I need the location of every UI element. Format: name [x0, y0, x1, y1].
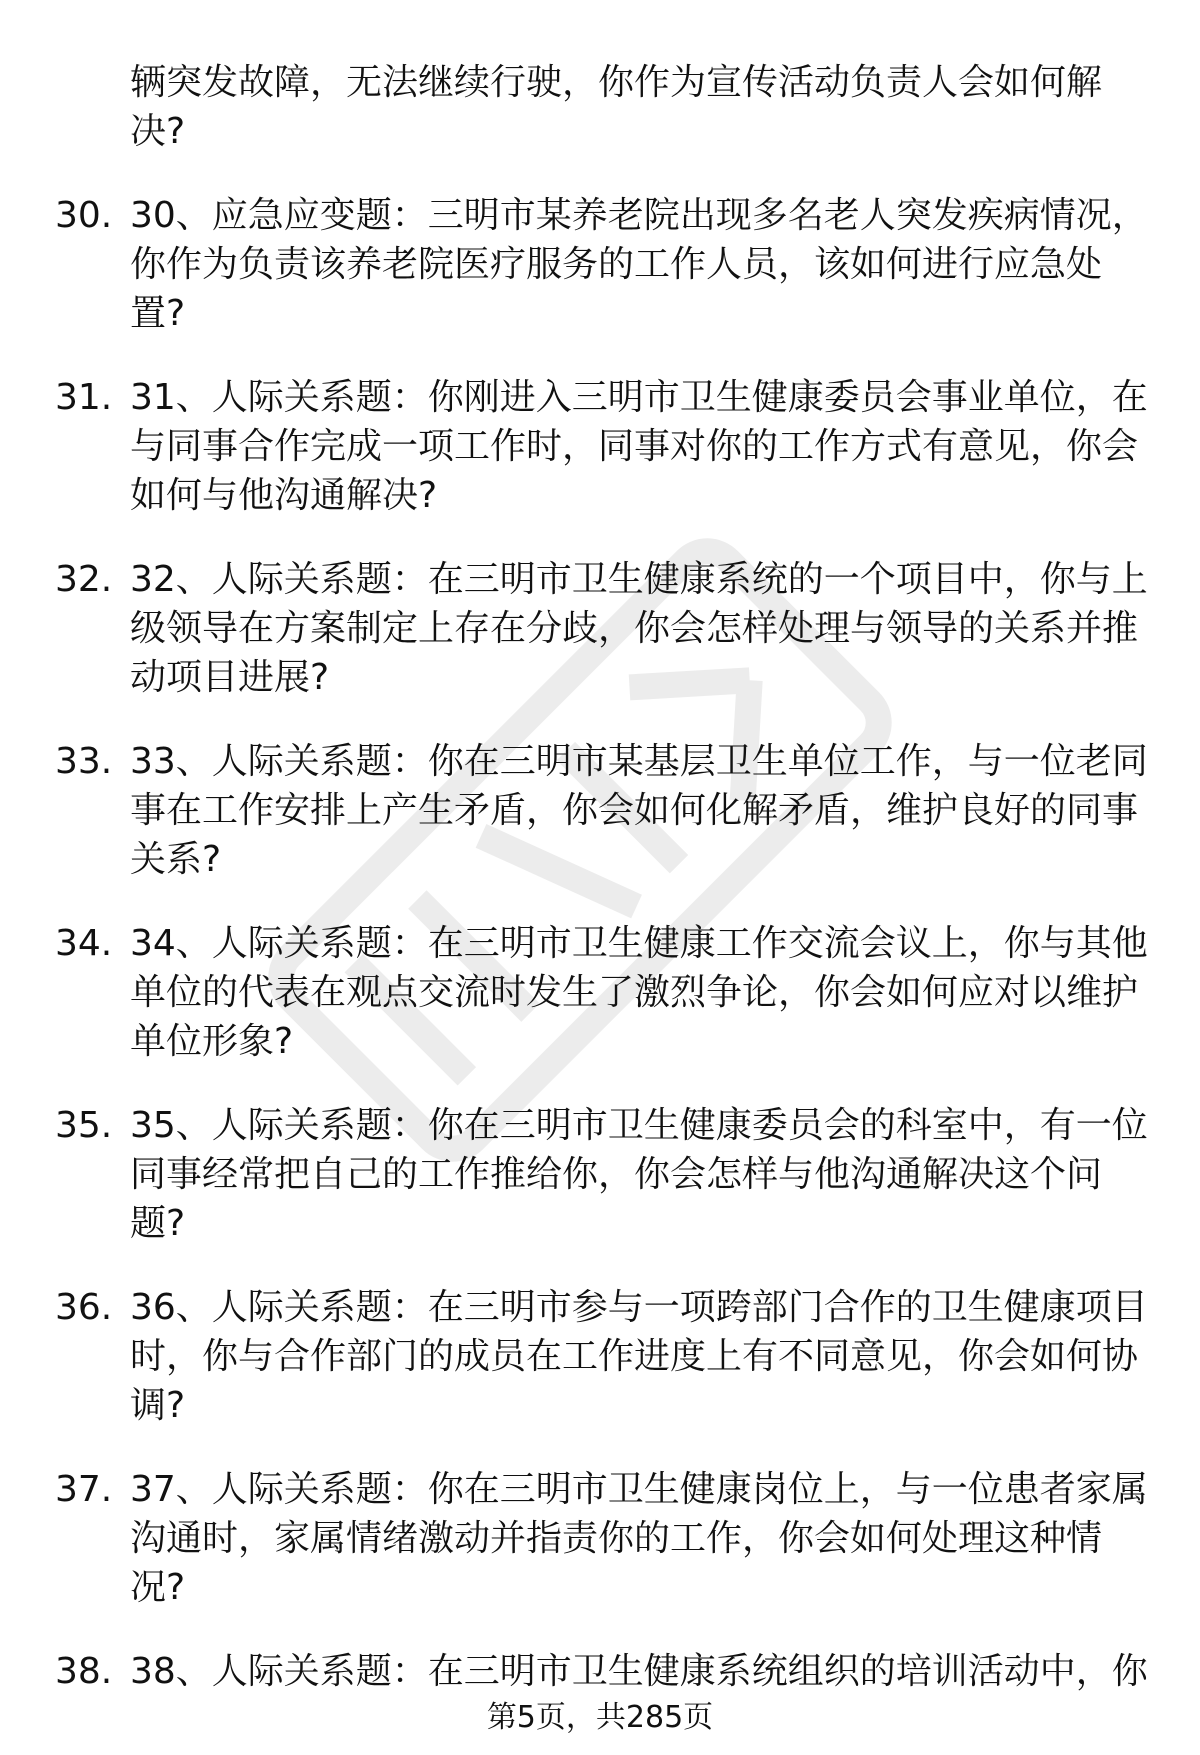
page-footer: 第5页，共285页: [486, 1700, 714, 1735]
item-text: 36、人际关系题：在三明市参与一项跨部门合作的卫生健康项目时，你与合作部门的成员在工作进度上有不同意见，你会如何协调?: [130, 1287, 1148, 1426]
item-number: 38.: [55, 1651, 113, 1692]
item-text: 34、人际关系题：在三明市卫生健康工作交流会议上，你与其他单位的代表在观点交流时发生了激烈争论，你会如何应对以维护单位形象?: [130, 923, 1148, 1062]
list-item: [0, 1465, 1150, 1612]
item-text: 37、人际关系题：你在三明市卫生健康岗位上，与一位患者家属沟通时，家属情绪激动并指责你的工作，你会如何处理这种情况?: [130, 1469, 1148, 1608]
list-item: [0, 191, 1150, 338]
item-number: 32.: [55, 559, 113, 600]
item-text: 38、人际关系题：在三明市卫生健康系统组织的培训活动中，你: [130, 1651, 1148, 1692]
item-text: 35、人际关系题：你在三明市卫生健康委员会的科室中，有一位同事经常把自己的工作推给你，你会怎样与他沟通解决这个问题?: [130, 1105, 1148, 1244]
item-number: 37.: [55, 1469, 113, 1510]
item-text: 30、应急应变题：三明市某养老院出现多名老人突发疾病情况，你作为负责该养老院医疗服务的工作人员，该如何进行应急处置?: [130, 195, 1148, 334]
item-text: 31、人际关系题：你刚进入三明市卫生健康委员会事业单位，在与同事合作完成一项工作时，同事对你的工作方式有意见，你会如何与他沟通解决?: [130, 377, 1148, 516]
list-item: [0, 1101, 1150, 1248]
question-list: [0, 58, 1200, 1696]
list-item: [0, 737, 1150, 884]
list-item: [0, 373, 1150, 520]
item-number: 35.: [55, 1105, 113, 1146]
item-number: 33.: [55, 741, 113, 782]
continued-question-text: 辆突发故障，无法继续行驶，你作为宣传活动负责人会如何解决?: [130, 62, 1103, 152]
list-item: [0, 919, 1150, 1066]
item-number: 34.: [55, 923, 113, 964]
item-number: 36.: [55, 1287, 113, 1328]
list-item: [0, 1647, 1150, 1696]
item-number: 31.: [55, 377, 113, 418]
list-item: [0, 1283, 1150, 1430]
item-text: 33、人际关系题：你在三明市某基层卫生单位工作，与一位老同事在工作安排上产生矛盾，你会如何化解矛盾，维护良好的同事关系?: [130, 741, 1148, 880]
item-number: 30.: [55, 195, 113, 236]
list-item: [0, 555, 1150, 702]
item-text: 32、人际关系题：在三明市卫生健康系统的一个项目中，你与上级领导在方案制定上存在分歧，你会怎样处理与领导的关系并推动项目进展?: [130, 559, 1148, 698]
